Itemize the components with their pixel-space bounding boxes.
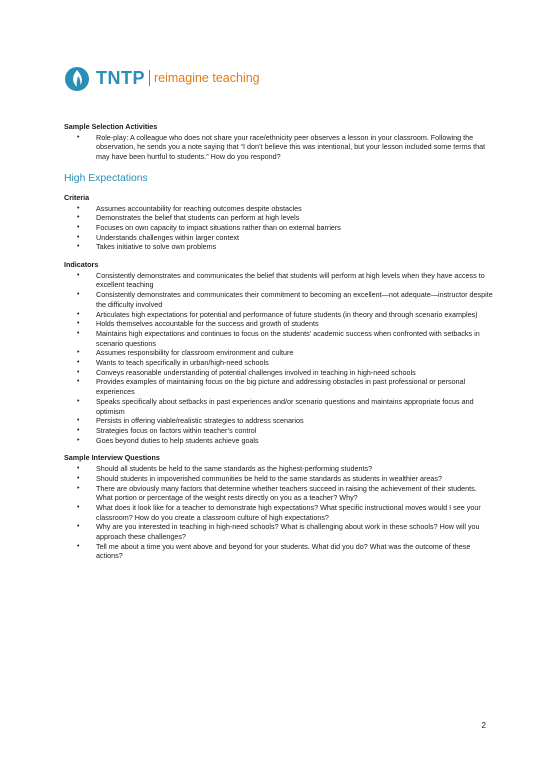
list-item: • Tell me about a time you went above and beyond for your students. What did you do? What was the outcome of these actions? <box>96 542 494 561</box>
page-number: 2 <box>481 721 486 730</box>
indicators-list <box>64 271 494 446</box>
document-body <box>64 122 494 561</box>
list-item: • Strategies focus on factors within teacher’s control <box>96 426 494 436</box>
list-item: • Holds themselves accountable for the success and growth of students <box>96 319 494 329</box>
selection-activities-heading: Sample Selection Activities <box>64 122 158 131</box>
section-title-high-expectations: High Expectations <box>64 172 148 184</box>
list-item: • Consistently demonstrates and communicates the belief that students will perform at high levels when they have access to excellent teaching <box>96 271 494 290</box>
criteria-list <box>64 204 494 253</box>
list-item: • What does it look like for a teacher to demonstrate high expectations? What specific instructional moves would I see your classroom? How do you create a classroom culture of high expectations? <box>96 503 494 522</box>
list-item: • Understands challenges within larger context <box>96 233 494 243</box>
list-item: • Persists in offering viable/realistic strategies to address scenarios <box>96 416 494 426</box>
selection-activities-list <box>64 133 494 162</box>
indicators-heading: Indicators <box>64 260 99 270</box>
logo-wordmark: TNTP <box>96 67 145 88</box>
list-item: • Takes initiative to solve own problems <box>96 242 494 252</box>
list-item: • Goes beyond duties to help students achieve goals <box>96 436 494 446</box>
list-item: • Focuses on own capacity to impact situations rather than on external barriers <box>96 223 494 233</box>
list-item: • There are obviously many factors that determine whether teachers succeed in raising the achievement of their students. What portion or percentage of the weight rests directly on you as a teacher? Why? <box>96 484 494 503</box>
list-item: • Should students in impoverished communities be held to the same standards as students in wealthier areas? <box>96 474 494 484</box>
list-item: • Consistently demonstrates and communicates their commitment to becoming an excellent—not adequate—instructor despite the difficulty involved <box>96 290 494 309</box>
tntp-logo <box>64 64 260 92</box>
criteria-heading: Criteria <box>64 192 90 202</box>
list-item: • Maintains high expectations and continues to focus on the students’ academic success when confronted with setbacks in scenario questions <box>96 329 494 348</box>
flame-logo-icon <box>64 64 90 92</box>
list-item: • Why are you interested in teaching in high-need schools? What is challenging about work in these schools? How will you approach these challenges? <box>96 522 494 541</box>
list-item: • Articulates high expectations for potential and performance of future students (in theory and through scenario examples) <box>96 310 494 320</box>
list-item: • Speaks specifically about setbacks in past experiences and/or scenario questions and maintains appropriate focus and optimism <box>96 397 494 416</box>
list-item: • Wants to teach specifically in urban/high-need schools <box>96 358 494 368</box>
list-item: • Assumes responsibility for classroom environment and culture <box>96 348 494 358</box>
list-item: • Assumes accountability for reaching outcomes despite obstacles <box>96 204 494 214</box>
interview-questions-heading: Sample Interview Questions <box>64 453 160 463</box>
interview-questions-list <box>64 464 494 561</box>
logo-tagline: reimagine teaching <box>154 71 260 85</box>
list-item: • Role-play: A colleague who does not share your race/ethnicity peer observes a lesson in your classroom. Following the observation, he sends you a note saying that “I don’t believe this was intentional, but your lesson included some terms that may have been hurtful to students.” How do you respond? <box>96 133 494 162</box>
logo-divider <box>149 70 150 86</box>
list-item: • Provides examples of maintaining focus on the big picture and addressing obstacles in past professional or personal experiences <box>96 377 494 396</box>
list-item: • Demonstrates the belief that students can perform at high levels <box>96 213 494 223</box>
list-item: • Conveys reasonable understanding of potential challenges involved in teaching in high-need schools <box>96 368 494 378</box>
list-item: • Should all students be held to the same standards as the highest-performing students? <box>96 464 494 474</box>
